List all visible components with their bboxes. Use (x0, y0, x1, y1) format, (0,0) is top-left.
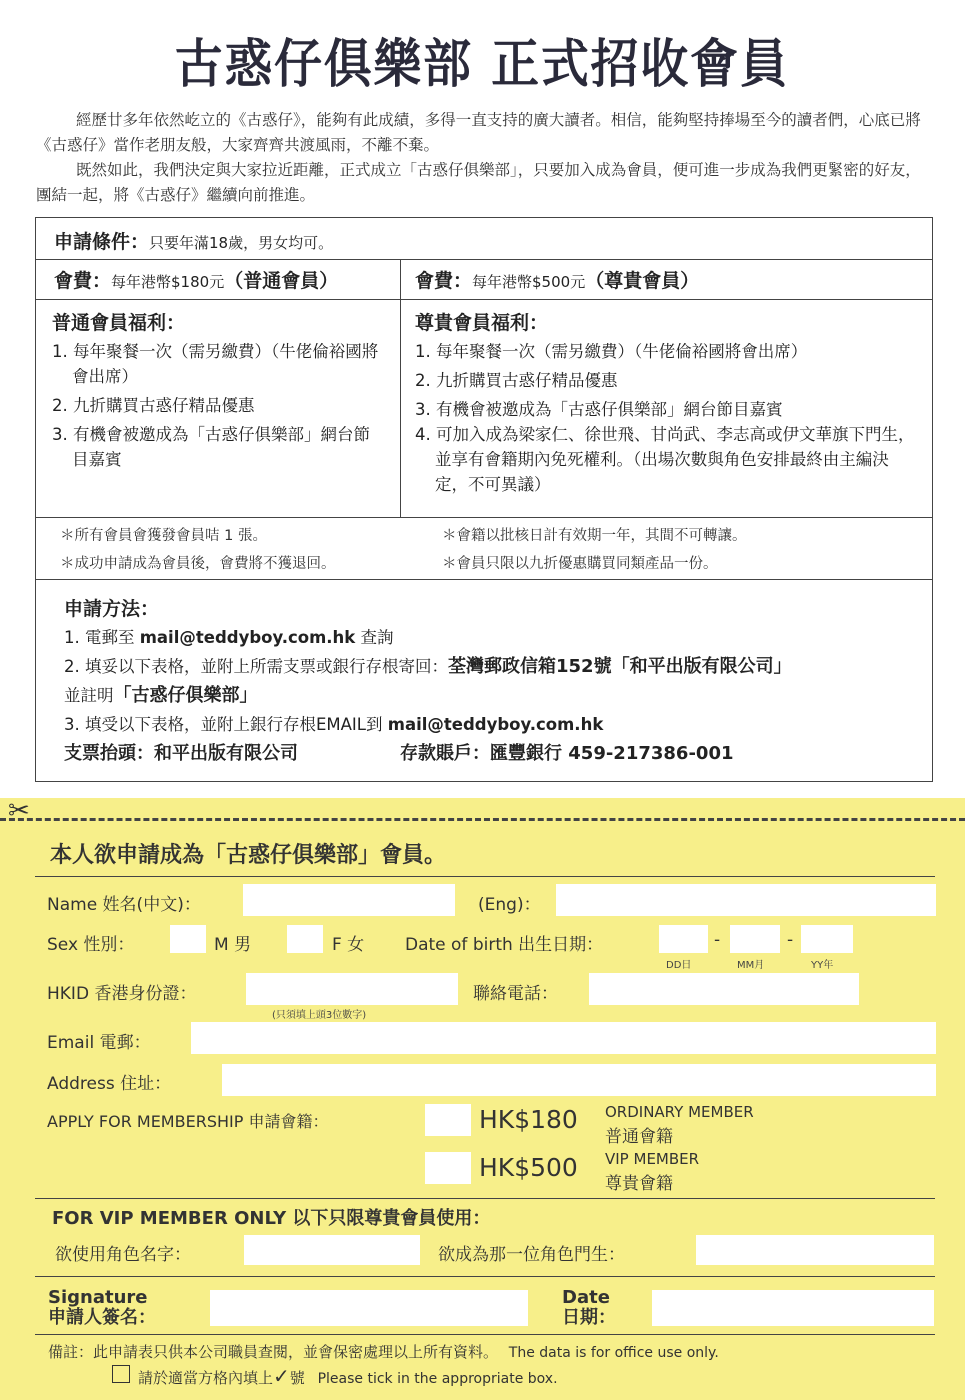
yy-hint: YY年 (811, 960, 834, 971)
benefits-ordinary (36, 300, 401, 517)
mentor-label: 欲成為那一位角色門生： (438, 1245, 625, 1265)
ordinary-en: ORDINARY MEMBER (605, 1103, 754, 1121)
remark-text: 備註：此申請表只供本公司職員查閱，並會保密處理以上所有資料。 The data is for office use only. (48, 1343, 719, 1361)
divider (35, 1198, 935, 1199)
benefits-vip-title: 尊貴會員福利： (415, 312, 549, 334)
notes-row (36, 518, 932, 580)
male-checkbox[interactable] (170, 925, 206, 953)
name-english-input[interactable] (556, 884, 936, 916)
ordinary-zh: 普通會籍 (605, 1127, 673, 1147)
hkid-label: HKID 香港身份證： (47, 984, 197, 1004)
hkid-input[interactable] (246, 973, 458, 1005)
dob-label: Date of birth 出生日期： (405, 935, 604, 955)
hkid-hint: (只須填上頭3位數字) (272, 1010, 367, 1021)
list-item: 2. 九折購買古惑仔精品優惠 (415, 371, 618, 390)
list-item: 4. 可加入成為梁家仁、徐世飛、甘尚武、李志高或伊文華旗下門生，並享有會籍期內免死權利。（出場次數與角色安排最終由主編決定，不可異議） (415, 425, 915, 494)
scissors-icon: ✂ (8, 796, 30, 826)
vip-price: HK$500 (479, 1153, 578, 1182)
vip-zh: 尊貴會籍 (605, 1174, 673, 1194)
apply-step-2: 2. 填妥以下表格，並附上所需支票或銀行存根寄回：荃灣郵政信箱152號「和平出版有限公司」 (64, 656, 792, 677)
benefits-vip (401, 300, 932, 517)
conditions-label: 申請條件： (54, 231, 150, 253)
list-item: 2. 九折購買古惑仔精品優惠 (52, 396, 255, 415)
note: ＊會籍以批核日計有效期一年，其間不可轉讓。 (442, 528, 747, 544)
dash-label: - (787, 930, 794, 950)
date-zh: 日期： (562, 1307, 616, 1328)
conditions-row (36, 218, 932, 260)
vip-en: VIP MEMBER (605, 1150, 700, 1168)
male-label: M 男 (214, 935, 252, 955)
benefits-ordinary-title: 普通會員福利： (52, 312, 186, 334)
apply-step-3: 3. 填受以下表格，並附上銀行存根EMAIL到 mail@teddyboy.com.hk (64, 715, 604, 734)
list-item: 3. 有機會被邀成為「古惑仔俱樂部」網台節目嘉賓 (52, 425, 370, 469)
fee-ordinary: 會費：每年港幣$180元（普通會員） (36, 260, 401, 299)
application-form (0, 798, 965, 1400)
date-input[interactable] (652, 1290, 934, 1326)
mentor-input[interactable] (696, 1235, 934, 1265)
list-item: 3. 有機會被邀成為「古惑仔俱樂部」網台節目嘉賓 (415, 400, 783, 419)
dash-label: - (714, 930, 721, 950)
divider (35, 1334, 935, 1335)
membership-label: APPLY FOR MEMBERSHIP 申請會籍： (47, 1112, 329, 1131)
check-icon: ✓ (273, 1364, 290, 1388)
apply-step-1: 1. 電郵至 mail@teddyboy.com.hk 查詢 (64, 628, 394, 647)
email-link[interactable]: mail@teddyboy.com.hk (387, 715, 604, 734)
tick-instruction: 請於適當方格內填上✓號 Please tick in the appropriate box. (138, 1364, 558, 1388)
tick-box-sample (112, 1365, 130, 1383)
fees-row (36, 260, 932, 300)
email-label: Email 電郵： (47, 1033, 151, 1053)
signature-en: Signature (48, 1287, 148, 1308)
divider (35, 1276, 935, 1277)
address-label: Address 住址： (47, 1074, 172, 1094)
sex-label: Sex 性別： (47, 935, 135, 955)
divider (35, 876, 935, 877)
vip-only-heading: FOR VIP MEMBER ONLY 以下只限尊貴會員使用： (52, 1208, 491, 1229)
email-input[interactable] (191, 1022, 936, 1054)
benefits-row (36, 300, 932, 518)
dd-hint: DD日 (666, 960, 692, 971)
form-title: 本人欲申請成為「古惑仔俱樂部」會員。 (50, 843, 447, 868)
role-label: 欲使用角色名字： (55, 1245, 191, 1265)
payment-info (64, 739, 932, 769)
signature-input[interactable] (210, 1290, 528, 1326)
apply-title: 申請方法： (64, 598, 160, 620)
list-item: 1. 每年聚餐一次（需另繳費）（牛佬倫裕國將會出席） (52, 342, 379, 386)
intro-text (36, 108, 936, 208)
name-chinese-input[interactable] (243, 884, 455, 916)
mailing-address: 荃灣郵政信箱152號「和平出版有限公司」 (448, 656, 792, 677)
dob-day-input[interactable] (659, 925, 708, 953)
mm-hint: MM月 (737, 960, 765, 971)
female-label: F 女 (332, 935, 365, 955)
page-title: 古惑仔俱樂部 正式招收會員 (175, 35, 790, 95)
note: ＊所有會員會獲發會員咭 1 張。 (60, 528, 267, 544)
dob-year-input[interactable] (801, 925, 853, 953)
list-item: 1. 每年聚餐一次（需另繳費）（牛佬倫裕國將會出席） (415, 342, 808, 361)
cheque-payee: 支票抬頭：和平出版有限公司 (64, 743, 298, 764)
apply-section (36, 580, 932, 769)
note: ＊成功申請成為會員後，會費將不獲退回。 (60, 556, 336, 572)
fee-vip: 會費：每年港幣$500元（尊貴會員） (415, 270, 700, 292)
signature-zh: 申請人簽名： (48, 1307, 156, 1328)
phone-label: 聯絡電話： (473, 984, 558, 1004)
ordinary-checkbox[interactable] (425, 1104, 471, 1136)
female-checkbox[interactable] (287, 925, 323, 953)
name-label: Name 姓名(中文)： (47, 895, 201, 915)
vip-checkbox[interactable] (425, 1152, 471, 1184)
phone-input[interactable] (589, 973, 859, 1005)
name-eng-label: (Eng)： (478, 895, 541, 915)
cut-line (0, 818, 965, 821)
date-en: Date (562, 1287, 610, 1308)
role-input[interactable] (244, 1235, 420, 1265)
apply-step-2-note: 並註明「古惑仔俱樂部」 (64, 685, 258, 706)
bank-account: 存款賬戶：匯豐銀行 459-217386-001 (400, 743, 734, 764)
membership-info-box (35, 217, 933, 782)
intro-paragraph: 經歷廿多年依然屹立的《古惑仔》，能夠有此成績，多得一直支持的廣大讀者。相信，能夠堅持捧場至今的讀者們，心底已將《古惑仔》當作老朋友般，大家齊齊共渡風雨，不離不棄。 (36, 111, 921, 154)
email-link[interactable]: mail@teddyboy.com.hk (139, 628, 356, 647)
ordinary-price: HK$180 (479, 1105, 578, 1134)
dob-month-input[interactable] (730, 925, 780, 953)
note: ＊會員只限以九折優惠購買同類產品一份。 (442, 556, 718, 572)
intro-paragraph: 既然如此，我們決定與大家拉近距離，正式成立「古惑仔俱樂部」，只要加入成為會員，便可進一步成為我們更緊密的好友，團結一起，將《古惑仔》繼續向前推進。 (36, 161, 921, 204)
address-input[interactable] (222, 1064, 936, 1096)
conditions-text: 只要年滿18歲，男女均可。 (149, 234, 334, 252)
